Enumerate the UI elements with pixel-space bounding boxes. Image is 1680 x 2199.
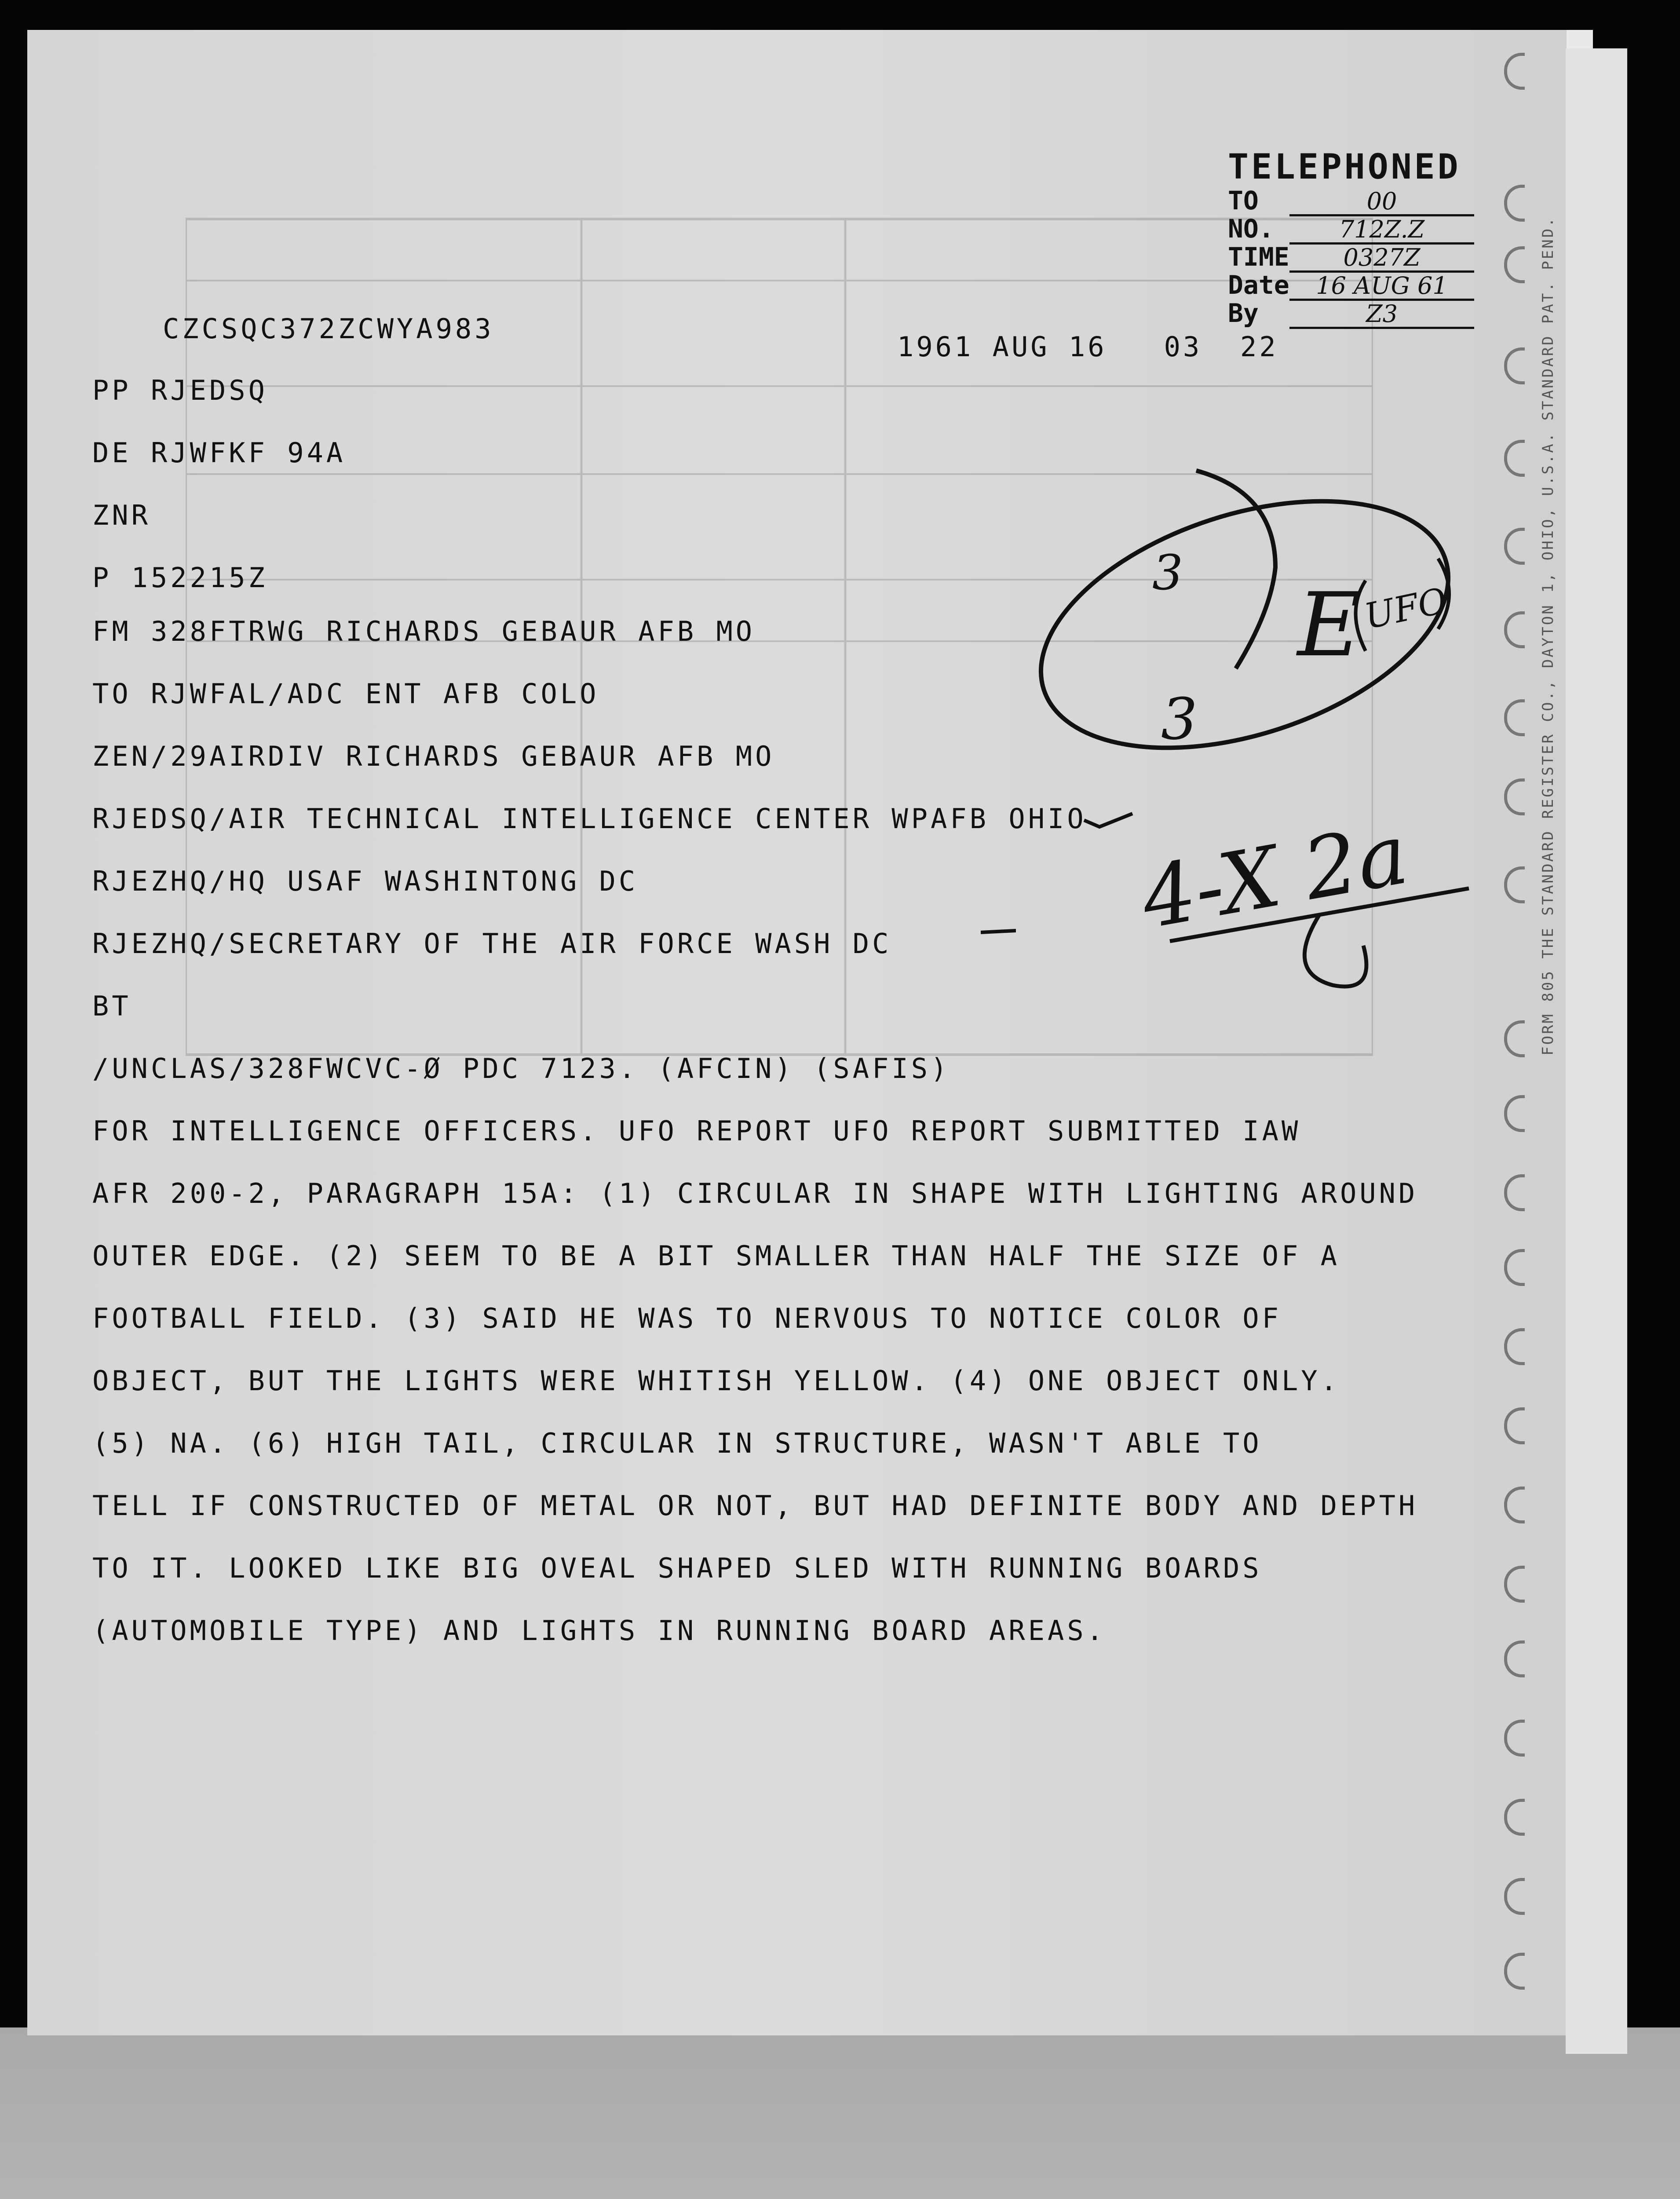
stamp-row-by bbox=[1228, 298, 1501, 326]
header-line: BT bbox=[92, 990, 131, 1022]
stamp-row-time bbox=[1228, 242, 1501, 270]
annotation-letter: E bbox=[1297, 574, 1362, 676]
body-line: /UNCLAS/328FWCVC-Ø PDC 7123. (AFCIN) (SAFIS) bbox=[92, 1052, 950, 1085]
message-timestamp: 1961 AUG 16 03 22 bbox=[897, 331, 1278, 363]
stamp-label: TO bbox=[1228, 186, 1259, 216]
body-line: TO IT. LOOKED LIKE BIG OVEAL SHAPED SLED WITH RUNNING BOARDS bbox=[92, 1552, 1262, 1584]
check-mark bbox=[1082, 809, 1135, 831]
body-line: (AUTOMOBILE TYPE) AND LIGHTS IN RUNNING BOARD AREAS. bbox=[92, 1615, 1107, 1647]
stamp-value: 712Z.Z bbox=[1289, 217, 1474, 245]
stamp-header: TELEPHONED bbox=[1228, 147, 1461, 187]
stamp-value: 16 AUG 61 bbox=[1289, 273, 1474, 301]
annotation-paren-text: UFO bbox=[1361, 580, 1451, 637]
header-line: RJEZHQ/HQ USAF WASHINTONG DC bbox=[92, 865, 639, 897]
stamp-row-to bbox=[1228, 186, 1501, 214]
body-line: TELL IF CONSTRUCTED OF METAL OR NOT, BUT HAD DEFINITE BODY AND DEPTH bbox=[92, 1490, 1418, 1522]
annotation-bottom-number: 3 bbox=[1161, 686, 1198, 752]
annotation-margin-note: 4-X 2a bbox=[1134, 805, 1415, 948]
stamp-row-date bbox=[1228, 270, 1501, 298]
body-line: OUTER EDGE. (2) SEEM TO BE A BIT SMALLER THAN HALF THE SIZE OF A bbox=[92, 1240, 1340, 1272]
routing-id: CZCSQC372ZCWYA983 bbox=[163, 313, 494, 345]
stamp-label: Date bbox=[1228, 270, 1289, 300]
header-line: RJEZHQ/SECRETARY OF THE AIR FORCE WASH DC bbox=[92, 928, 892, 960]
body-line: FOOTBALL FIELD. (3) SAID HE WAS TO NERVOUS TO NOTICE COLOR OF bbox=[92, 1302, 1282, 1334]
handwritten-annotations bbox=[968, 422, 1539, 1038]
header-line: RJEDSQ/AIR TECHNICAL INTELLIGENCE CENTER WPAFB OHIO bbox=[92, 803, 1087, 835]
sprocket-strip bbox=[1566, 48, 1627, 2054]
telephoned-stamp bbox=[1228, 149, 1501, 347]
stamp-value: 0327Z bbox=[1289, 245, 1474, 273]
header-line: P 152215Z bbox=[92, 562, 268, 594]
body-line: OBJECT, BUT THE LIGHTS WERE WHITISH YELLOW. (4) ONE OBJECT ONLY. bbox=[92, 1365, 1340, 1397]
stamp-row-no bbox=[1228, 214, 1501, 242]
dash-mark bbox=[981, 928, 1016, 937]
stamp-value: 00 bbox=[1289, 189, 1474, 216]
body-line: FOR INTELLIGENCE OFFICERS. UFO REPORT UFO REPORT SUBMITTED IAW bbox=[92, 1115, 1301, 1147]
stamp-label: NO. bbox=[1228, 214, 1274, 244]
body-line: AFR 200-2, PARAGRAPH 15A: (1) CIRCULAR IN SHAPE WITH LIGHTING AROUND bbox=[92, 1177, 1418, 1209]
scan-bed bbox=[0, 2027, 1680, 2199]
stamp-value: Z3 bbox=[1289, 301, 1474, 329]
header-line: TO RJWFAL/ADC ENT AFB COLO bbox=[92, 678, 599, 710]
header-line: FM 328FTRWG RICHARDS GEBAUR AFB MO bbox=[92, 615, 756, 647]
annotation-top-number: 3 bbox=[1152, 544, 1183, 601]
stamp-label: By bbox=[1228, 298, 1259, 328]
stamp-label: TIME bbox=[1228, 242, 1289, 272]
header-line: ZNR bbox=[92, 499, 151, 531]
annotation-bracket bbox=[1196, 471, 1275, 668]
body-line: (5) NA. (6) HIGH TAIL, CIRCULAR IN STRUCTURE, WASN'T ABLE TO bbox=[92, 1427, 1262, 1459]
header-line: DE RJWFKF 94A bbox=[92, 437, 346, 469]
header-line: ZEN/29AIRDIV RICHARDS GEBAUR AFB MO bbox=[92, 740, 775, 772]
header-line: PP RJEDSQ bbox=[92, 374, 268, 406]
form-margin-print: FORM 805 THE STANDARD REGISTER CO., DAYTON 1, OHIO, U.S.A. STANDARD PAT. PEND. bbox=[1539, 216, 1557, 1056]
